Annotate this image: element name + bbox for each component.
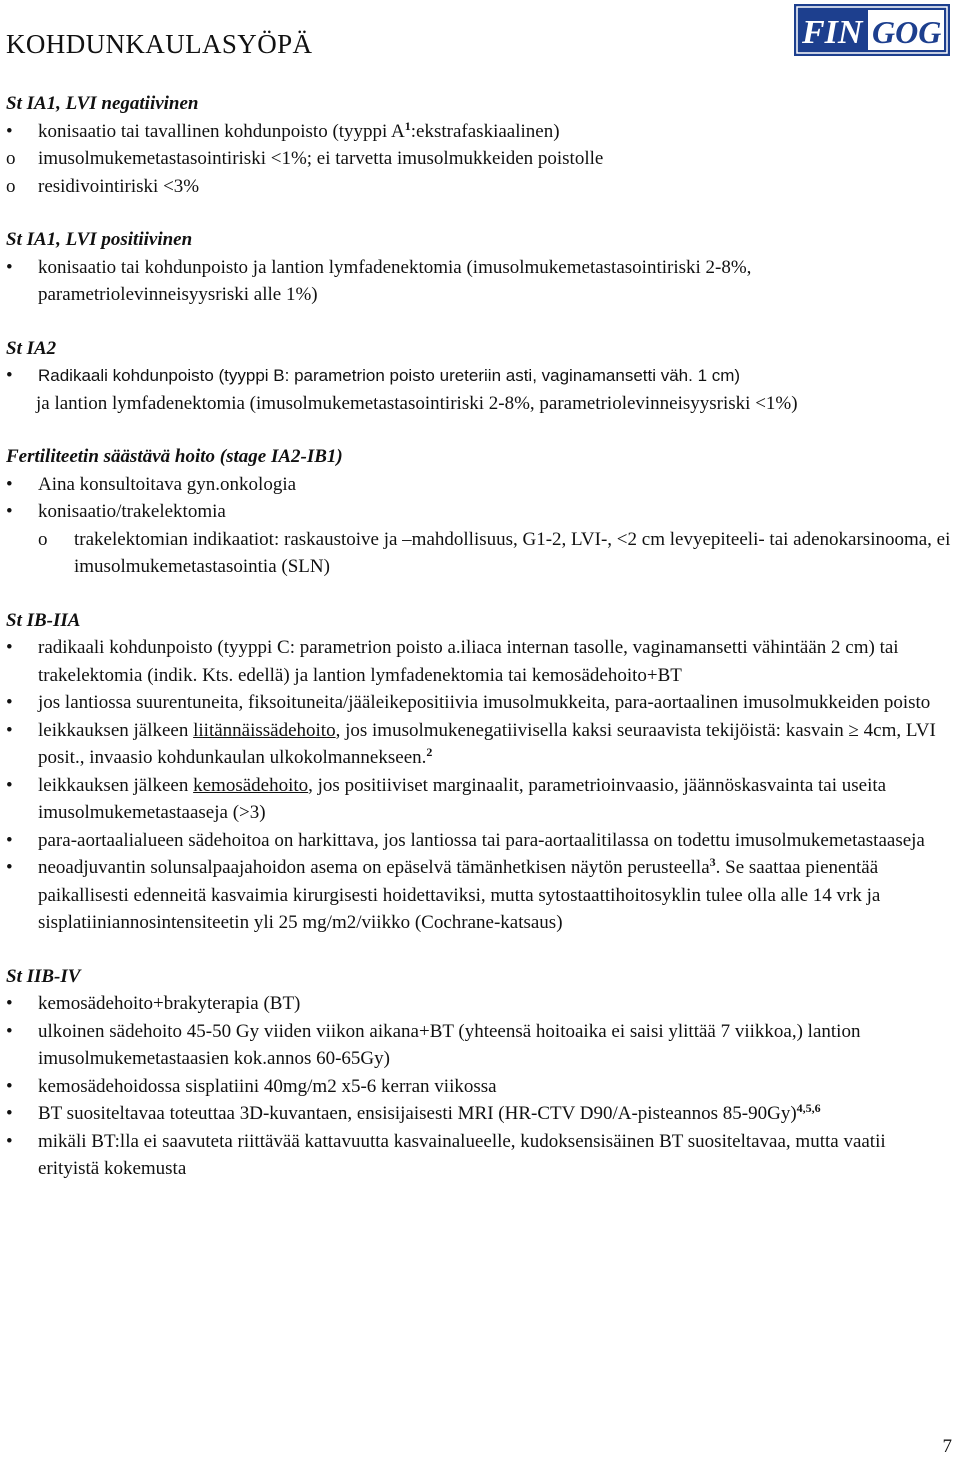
bullet-icon: • [6, 857, 13, 878]
footnote-ref: 2 [426, 745, 433, 759]
list-item: • para-aortaalialueen sädehoitoa on harkittava, jos lantiossa tai para-aortaalitilassa on todettu imusolmukemetastaaseja [6, 827, 951, 855]
footnote-ref: 1 [404, 118, 411, 133]
section-ia2 [6, 335, 951, 418]
continuation-text: ja lantion lymfadenektomia (imusolmukemetastasointiriski 2-8%, parametriolevinneisyysriski <1%) [36, 392, 798, 414]
section-ib-iia [6, 607, 951, 937]
list-item: • BT suositeltavaa toteuttaa 3D-kuvantaen, ensisijaisesti MRI (HR-CTV D90/A-pisteannos 85-90Gy)$^{4,5,6}$ [6, 1100, 951, 1128]
bullet-icon: • [6, 473, 13, 495]
bullet-icon: • [6, 501, 13, 522]
section-fertility-sparing [6, 443, 951, 581]
logo-text-left: FIN [802, 14, 863, 51]
bullet-icon: • [6, 719, 13, 741]
section-heading: St IA2 [6, 337, 57, 359]
page-title: KOHDUNKAULASYÖPÄ [6, 29, 313, 59]
list-item: • konisaatio tai tavallinen kohdunpoisto (tyyppi $A^1:ekstrafaskiaalinen$) [6, 118, 951, 146]
term-link[interactable]: kemosädehoito [193, 774, 309, 796]
section-heading: St IA1, LVI positiivinen [6, 229, 193, 250]
section-heading: St IA1, LVI negatiivinen [6, 93, 199, 114]
list-item: • jos lantiossa suurentuneita, fiksoituneita/jääleikepositiivia imusolmukkeita, para-aortaalinen imusolmukkeiden poisto [6, 689, 951, 717]
list-item: o imusolmukemetastasointiriski <1%; ei tarvetta imusolmukkeiden poistolle [6, 145, 951, 173]
list-item: • neoadjuvantin solunsalpaajahoidon asema on epäselvä tämänhetkisen näytön perusteella$^3$. Se saattaa pienentää paikallisesti edenneitä kasvaimia kirurgisesti hoidettaviksi, mutta sytostaattihoitosyklin tulee olla alle 14 vrk ja sisplatiiniannosintensiteetin yli 25 mg/m2/viikko (Cochrane-katsaus) [6, 855, 881, 933]
bullet-icon: • [6, 120, 13, 142]
bullet-icon: • [6, 993, 13, 1014]
section-heading: St IB-IIA [6, 609, 81, 631]
sub-bullet-icon: o [6, 175, 16, 197]
list-item: • konisaatio/trakelektomia [6, 498, 951, 526]
list-item: • kemosädehoidossa sisplatiini 40mg/m2 x5-6 kerran viikossa [6, 1073, 951, 1101]
list-item: • ulkoinen sädehoito 45-50 Gy viiden viikon aikana+BT (yhteensä hoitoaika ei saisi ylittää 7 viikkoa,) lantion imusolmukemetastaasien kok.annos 60-65Gy) [6, 1018, 951, 1073]
section-heading: Fertiliteetin säästävä hoito (stage IA2-IB1) [6, 446, 343, 467]
list-item: • radikaali kohdunpoisto (tyyppi C: parametrion poisto a.iliaca internan tasolle, vaginamansetti vähintään 2 cm) tai trakelektomia (indik. Kts. edellä) ja lantion lymfadenektomia tai kemosädehoito+BT [6, 634, 951, 689]
list-item: • mikäli BT:lla ei saavuteta riittävää kattavuutta kasvainalueelle, kudoksensisäinen BT suositeltavaa, mutta vaatii erityistä kokemusta [6, 1128, 951, 1183]
bullet-icon: • [6, 1020, 13, 1042]
list-item: • konisaatio tai kohdunpoisto ja lantion lymfadenektomia (imusolmukemetastasointiriski 2-8%, parametriolevinneisyysriski alle 1%) [6, 254, 951, 309]
bullet-icon: • [6, 1103, 13, 1124]
footnote-ref: 4,5,6 [796, 1101, 821, 1115]
list-item: • leikkauksen jälkeen liitännäissädehoito, jos imusolmukenegatiivisella kaksi seuraavista tekijöistä: kasvain ≥ 4cm, LVI posit., invaasio kohdunkaulan ulkokolmannekseen.$^2$ [6, 717, 951, 772]
bullet-icon: • [6, 692, 13, 713]
bullet-icon: • [6, 1075, 13, 1097]
section-heading: St IIB-IV [6, 965, 81, 987]
term-link[interactable]: liitännäissädehoito [193, 719, 336, 741]
list-item: • Aina konsultoitava gyn.onkologia [6, 471, 951, 499]
list-item: • kemosädehoito+brakyterapia (BT) [6, 990, 951, 1018]
list-item: o residivointiriski <3% [6, 173, 951, 201]
bullet-icon: • [6, 365, 13, 386]
bullet-icon: • [6, 256, 13, 278]
footnote-ref: 3 [709, 855, 716, 869]
sub-bullet-icon: o [38, 528, 48, 550]
section-iib-iv [6, 963, 951, 1183]
bullet-icon: • [6, 1130, 13, 1152]
list-item: • leikkauksen jälkeen kemosädehoito, jos positiiviset marginaalit, parametrioinvaasio, jäännöskasvainta tai useita imusolmukemetastaaseja (>3) [6, 772, 951, 827]
fingog-logo [794, 4, 950, 56]
page-number: 7 [942, 1436, 952, 1457]
bullet-icon: • [6, 637, 13, 658]
list-item: o trakelektomian indikaatiot: raskaustoive ja –mahdollisuus, G1-2, LVI-, <2 cm levyepiteeli- tai adenokarsinooma, ei imusolmukemetastasointia (SLN) [6, 526, 951, 581]
section-ia1-lvi-negative [6, 90, 951, 200]
document-body [6, 90, 951, 1209]
bullet-icon: • [6, 774, 13, 796]
bullet-icon: • [6, 829, 13, 851]
list-item: • Radikaali kohdunpoisto (tyyppi B: parametrion poisto ureteriin asti, vaginamansetti väh. 1 cm) [6, 362, 951, 390]
logo-text-right: GOG [872, 14, 942, 50]
section-ia1-lvi-positive [6, 226, 951, 309]
sub-bullet-icon: o [6, 148, 16, 169]
